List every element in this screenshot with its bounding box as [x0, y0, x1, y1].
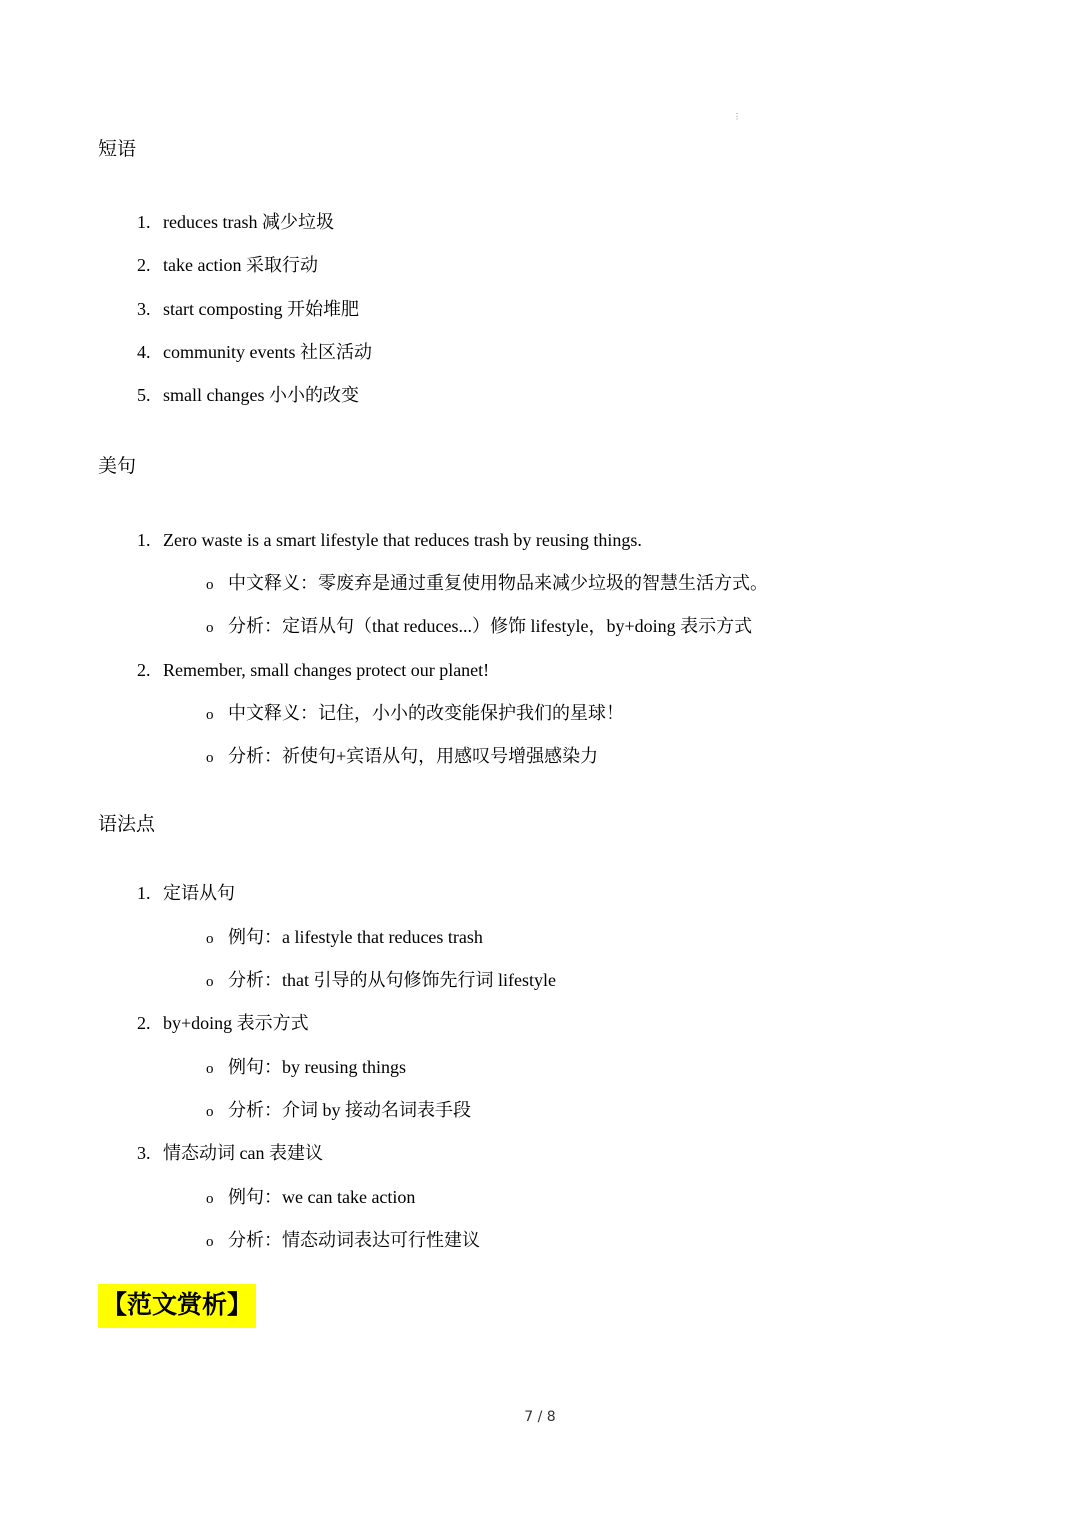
sub-item-text: 例句：a lifestyle that reduces trash [228, 927, 483, 947]
item-number: 1. [137, 530, 151, 550]
item-number: 3. [137, 1143, 151, 1163]
phrase-text: take action 采取行动 [163, 255, 318, 275]
bullet-icon: o [206, 707, 214, 723]
sub-item-text: 分析：介词 by 接动名词表手段 [228, 1100, 471, 1120]
item-number: 5. [137, 385, 151, 405]
sentence-item [137, 658, 489, 682]
bullet-icon: o [206, 620, 214, 636]
bullet-icon: o [206, 577, 214, 593]
sub-item-text: 分析：祈使句+宾语从句，用感叹号增强感染力 [228, 746, 599, 766]
grammar-text: by+doing 表示方式 [163, 1013, 309, 1033]
grammar-item [137, 1011, 309, 1035]
bullet-icon: o [206, 1191, 214, 1207]
bullet-icon: o [206, 931, 214, 947]
model-essay-title: 【范文赏析】 [98, 1284, 256, 1328]
grammar-item [137, 1141, 323, 1165]
sub-item-text: 例句：by reusing things [228, 1057, 406, 1077]
phrase-item [137, 340, 372, 364]
grammar-item [137, 881, 235, 905]
item-number: 2. [137, 660, 151, 680]
sub-item [206, 925, 483, 951]
phrase-item [137, 383, 359, 407]
item-number: 2. [137, 1013, 151, 1033]
sentence-item [137, 528, 642, 552]
sub-item [206, 744, 598, 770]
phrase-text: reduces trash 减少垃圾 [163, 212, 334, 232]
item-number: 3. [137, 299, 151, 319]
page-mark: ⋮ [733, 112, 741, 121]
bullet-icon: o [206, 974, 214, 990]
sub-item [206, 1055, 406, 1081]
phrase-item [137, 253, 318, 277]
phrase-text: start composting 开始堆肥 [163, 299, 359, 319]
sub-item [206, 1228, 480, 1254]
phrases-heading: 短语 [98, 139, 137, 160]
phrase-item [137, 297, 359, 321]
bullet-icon: o [206, 1234, 214, 1250]
sentence-text: Zero waste is a smart lifestyle that reduces trash by reusing things. [163, 530, 642, 550]
sub-item-text: 中文释义：记住，小小的改变能保护我们的星球！ [228, 703, 624, 723]
phrase-item [137, 210, 334, 234]
item-number: 1. [137, 883, 151, 903]
sub-item [206, 614, 752, 640]
sub-item [206, 1098, 471, 1124]
page-number: 7 / 8 [524, 1409, 556, 1425]
sub-item [206, 571, 768, 597]
bullet-icon: o [206, 1061, 214, 1077]
bullet-icon: o [206, 750, 214, 766]
grammar-text: 情态动词 can 表建议 [163, 1143, 323, 1163]
item-number: 1. [137, 212, 151, 232]
sub-item-text: 分析：定语从句（that reduces...）修饰 lifestyle，by+doing 表示方式 [228, 616, 753, 636]
sub-item-text: 中文释义：零废弃是通过重复使用物品来减少垃圾的智慧生活方式。 [228, 573, 768, 593]
bullet-icon: o [206, 1104, 214, 1120]
sentence-text: Remember, small changes protect our planet! [163, 660, 490, 680]
sub-item [206, 1185, 415, 1211]
sub-item-text: 分析：that 引导的从句修饰先行词 lifestyle [228, 970, 556, 990]
grammar-heading: 语法点 [98, 814, 156, 835]
sub-item [206, 701, 624, 727]
item-number: 4. [137, 342, 151, 362]
grammar-text: 定语从句 [163, 883, 235, 903]
sub-item-text: 例句：we can take action [228, 1187, 416, 1207]
sentences-heading: 美句 [98, 456, 137, 477]
sub-item-text: 分析：情态动词表达可行性建议 [228, 1230, 480, 1250]
phrase-text: small changes 小小的改变 [163, 385, 359, 405]
phrase-text: community events 社区活动 [163, 342, 372, 362]
item-number: 2. [137, 255, 151, 275]
sub-item [206, 968, 556, 994]
